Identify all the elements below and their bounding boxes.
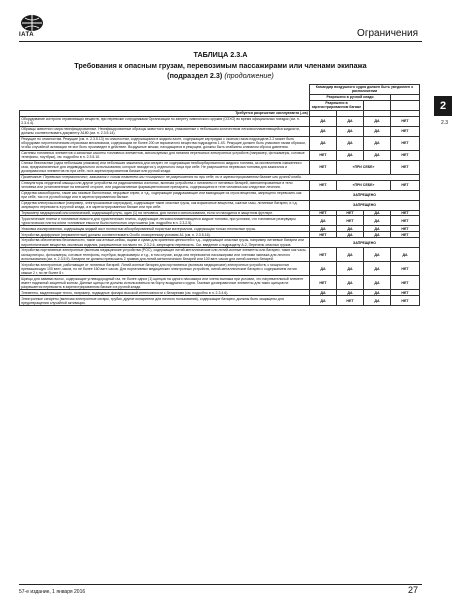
continued-label: (продолжение) bbox=[224, 71, 274, 80]
cell-carry-on: ДА bbox=[364, 262, 391, 276]
row-description: Упаковка изолированная, содержащая жидкий азот полностью абсорбированный пористым материалом, содержащая только неопасные грузы. bbox=[20, 226, 310, 232]
chapter-tab: 2 bbox=[434, 96, 452, 116]
edition-label: 57-е издание, 1 января 2016 bbox=[19, 589, 86, 595]
cell-notify: НЕТ bbox=[391, 180, 420, 190]
cell-on-person: «ПРИ СЕБЕ» bbox=[337, 180, 391, 190]
table-row bbox=[20, 200, 420, 210]
table-title: Требования к опасным грузам, перевозимым пассажирами или членами экипажа bbox=[74, 61, 367, 70]
table-row bbox=[20, 190, 420, 200]
cell-on-person: «ПРИ СЕБЕ» bbox=[337, 160, 391, 174]
table-row bbox=[20, 296, 420, 306]
cell-carry-on: ДА bbox=[364, 290, 391, 296]
checked-header: Разрешено в зарегистрированном багаже bbox=[310, 100, 364, 110]
cell-notify: НЕТ bbox=[391, 226, 420, 232]
row-status: ЗАПРЕЩЕНО bbox=[310, 190, 420, 200]
cell-checked: ДА bbox=[337, 226, 364, 232]
globe-icon bbox=[19, 14, 45, 32]
row-description: Устройства портативные электронные (включая медицинские устройства (POC), содержащие литий-металлические или литий-ионные элементы или батареи, такие как часы, калькуляторы, фотокамеры, сотовые телефоны, ноутбуки, видеокамеры и т.д., в том случае, когда они перевозятся пассажирами или членами экипажа для личного использования (см. п. 2.3.5.9). Батареи не должны превышать 2 грамма для литий-металлических батарей или 100 ватт-часов для литий-ионных батарей. bbox=[20, 248, 310, 262]
table-row bbox=[20, 276, 420, 290]
table-row bbox=[20, 238, 420, 248]
row-description: Режущие по опасностям. Режущие (см. п. 2.3.5.13) по опасностям, содержащимся в жидком азоте, содержащие картриджи с сжатым газом подраздела 2.2 может быть оборудован пиротехническим спусковым механизмом, содержащим не более 200 мг взрывчатого вещества подраздела 1.4S. Режущие должен быть упакован таким образом, чтобы случайной активации не мог быть произведен в действие. Воздушные мешки, находящиеся в режущем, должны быть снабжены клапаном сброса давления. bbox=[20, 136, 310, 150]
row-description: Образцы животного мира неинфицированные. Неинфицированные образцы животного мира, упакованные с небольшим количеством легковоспламеняющейся жидкости, должны соответствовать документу A180 (см. п. 2.3.5.14). bbox=[20, 126, 310, 136]
row-description: Спички безопасные (одна небольшая упаковка) или небольшая зажигалка для сигарет, не содержащая неабсорбированного жидкого топлива, за исключением сжиженного газа, предназначенные для индивидуального использования, которые находятся у отдельного лица при себе. Не разрешается перевозка топлива для зажигалок и дозаправочных элементов ни при себе, ни в зарегистрированном багаже или ручной клади. bbox=[20, 160, 310, 174]
cell-checked: ДА bbox=[337, 262, 364, 276]
row-description: Стимуляторы сердечной мышцы или другие устройства на радиоактивных изотопах, включая устройства с питанием от литиевых батарей, имплантированные в тело человека или установленные на внешней стороне, или радиоактивные фармацевтические препараты, содержащиеся в теле человека как следствие лечения. bbox=[20, 180, 310, 190]
cell-approval: ДА bbox=[310, 262, 337, 276]
cell-notify: НЕТ bbox=[391, 126, 420, 136]
header-row-checked bbox=[20, 100, 420, 110]
cell-checked: ДА bbox=[337, 150, 364, 160]
table-row bbox=[20, 116, 420, 126]
cell-approval: ДА bbox=[310, 296, 337, 306]
section-title: Ограничения bbox=[357, 28, 418, 39]
cell-notify: ДА bbox=[391, 248, 420, 262]
row-description: Устройства электронные, работающие от литиевых батарей. Литий-ионные батареи для портативных (включая медицинские) электронных устройств, с мощностью превышающую 100 ватт-часов, но не более 160 ватт-часов. Для портативных медицинских электронных устройств, литий-металлические батареи с содержанием лития свыше 2 г, но не более 8 г. bbox=[20, 262, 310, 276]
table-row bbox=[20, 160, 420, 174]
cell-checked: ДА bbox=[337, 276, 364, 290]
cell-checked: НЕТ bbox=[337, 216, 364, 226]
row-description: Туристические плитки и топливные емкости для туристических плиток, содержащие легковоспламеняющееся жидкое топливо, при условии, что топливные резервуары туристических плиток и/или топливные емкости были полностью опустошены (см. подробно в п. 2.3.2.5). bbox=[20, 216, 310, 226]
cell-approval: НЕТ bbox=[310, 210, 337, 216]
cell-approval: НЕТ bbox=[310, 276, 337, 290]
cell-checked: ДА bbox=[337, 232, 364, 238]
row-description: Щипцы для завивки волос, содержащие углеводородный газ, не более одних (1) щипцов на одного пассажира или члена экипажа при условии, что нагревательный элемент имеет надежный защитный колпак. Данные щипцы не должны использоваться на борту воздушного судна. Газовые дозаправочные элементы для таких щипцов не разрешается перевозить в зарегистрированном багаже и в ручной клади. bbox=[20, 276, 310, 290]
cell-checked: ДА bbox=[337, 248, 364, 262]
table-row bbox=[20, 216, 420, 226]
cell-carry-on: ДА bbox=[364, 216, 391, 226]
table-row bbox=[20, 180, 420, 190]
cell-checked: ДА bbox=[337, 136, 364, 150]
cell-notify: НЕТ bbox=[391, 290, 420, 296]
cell-carry-on: ДА bbox=[364, 276, 391, 290]
cell-approval: ДА bbox=[310, 126, 337, 136]
logo-text: IATA bbox=[19, 32, 35, 38]
cell-checked: ДА bbox=[337, 290, 364, 296]
cell-notify: НЕТ bbox=[391, 232, 420, 238]
cell-checked: ДА bbox=[337, 116, 364, 126]
carry-on-header: Разрешено в ручной клади bbox=[310, 94, 391, 100]
cell-notify: НЕТ bbox=[391, 216, 420, 226]
table-row bbox=[20, 136, 420, 150]
cell-checked: ДА bbox=[337, 126, 364, 136]
cell-notify: НЕТ bbox=[391, 262, 420, 276]
cell-approval: ДА bbox=[310, 216, 337, 226]
dangerous-goods-table bbox=[19, 84, 419, 306]
cell-carry-on: ДА bbox=[364, 248, 391, 262]
header-rule bbox=[19, 41, 422, 42]
cell-carry-on: ДА bbox=[364, 296, 391, 306]
cell-notify: НЕТ bbox=[391, 136, 420, 150]
cell-notify: НЕТ bbox=[391, 296, 420, 306]
subsection-ref: (подраздел 2.3) bbox=[167, 71, 223, 80]
cell-notify: НЕТ bbox=[391, 210, 420, 216]
cell-approval: НЕТ bbox=[310, 248, 337, 262]
cell-carry-on: ДА bbox=[364, 210, 391, 216]
cell-notify: НЕТ bbox=[391, 150, 420, 160]
cell-approval: НЕТ bbox=[310, 180, 337, 190]
cell-notify: НЕТ bbox=[391, 116, 420, 126]
cell-approval: ДА bbox=[310, 226, 337, 232]
row-description: Элементы, выделяющие тепло, например, подводные фонари высокой интенсивности с батареями (см. подробно в п. 2.3.4.6). bbox=[20, 290, 310, 296]
cell-carry-on: ДА bbox=[364, 116, 391, 126]
row-description: Системы топливных элементов и запасные кассеты топливных элементов, используемых для питания переносных электронных устройств (например, фотокамеры, сотовые телефоны, ноутбуки), см. подробно в п. 2.3.5.10. bbox=[20, 150, 310, 160]
row-description: Средства самообороны, такие как газовые баллончики, перцовые спреи, и т.д., содержащие раздражающие или выводящие из строя вещества, запрещено перевозить как при себе, так и в ручной клади или в зарегистрированном багаже. bbox=[20, 190, 310, 200]
row-status: ЗАПРЕЩЕНО bbox=[310, 238, 420, 248]
row-status: ЗАПРЕЩЕНО bbox=[310, 200, 420, 210]
page-number: 27 bbox=[407, 585, 418, 595]
cell-notify: НЕТ bbox=[391, 160, 420, 174]
cell-carry-on: ДА bbox=[364, 226, 391, 232]
table-subtitle bbox=[19, 71, 422, 80]
footer-rule bbox=[19, 584, 422, 585]
cell-checked: НЕТ bbox=[337, 296, 364, 306]
cell-approval: НЕТ bbox=[310, 160, 337, 174]
cell-approval: НЕТ bbox=[310, 150, 337, 160]
row-description: Устройства диффузные (перманентные) должны соответствовать Особо оговоренному условию А1 (см. п. 2.3.5.16). bbox=[20, 232, 310, 238]
cell-approval: ДА bbox=[310, 136, 337, 150]
cell-carry-on: ДА bbox=[364, 126, 391, 136]
row-description: Оборудование контроля отравляющих веществ, при перевозке сотрудниками Организации по запрету химического оружия (ОЗХО) во время официальных поездок (см. п. 2.3.4.4). bbox=[20, 116, 310, 126]
table-row bbox=[20, 248, 420, 262]
row-description: Электронные сигареты (включая электронные сигары, трубки, другие испарители для личного пользования), содержащие батареи, должны быть защищены для предотвращения случайной активации. bbox=[20, 296, 310, 306]
cell-approval: ДА bbox=[310, 290, 337, 296]
approval-header: Требуется разрешение эксплуатанта (-ов) bbox=[20, 110, 310, 116]
row-description: Устройства обеспечения безопасности, такие как атташе-кейсы, ящики и сумки для хранения ценностей и т.д., содержащие опасные грузы, например литиевые батареи или пиротехнические вещества, исключая изделия, разрешенные согласно пп. 2.3.2.6, запрещено перевозить. См. введение к подразделу А.2, Перечень опасных грузов. bbox=[20, 238, 310, 248]
table-number: ТАБЛИЦА 2.3.А bbox=[193, 50, 248, 59]
row-description: Термометр медицинский или клинический, содержащий ртуть, один (1) на человека, для личного использования, если он находится в защитном футляре. bbox=[20, 210, 310, 216]
cell-approval: ДА bbox=[310, 116, 337, 126]
table-row bbox=[20, 150, 420, 160]
header-row-notify bbox=[20, 85, 420, 95]
table-row bbox=[20, 262, 420, 276]
section-number: 2.3 bbox=[441, 120, 448, 126]
cell-carry-on: ДА bbox=[364, 150, 391, 160]
cell-checked: НЕТ bbox=[337, 210, 364, 216]
row-description: Средства электрошоковые (например, электрошоковые картриджи), содержащие такие опасные грузы, как взрывчатые вещества, сжатые газы, литиевые батареи, и т.д. запрещено перевозить в ручной клади, а в зарегистрированном багаже или при себе. bbox=[20, 200, 310, 210]
row-description: Примечание: Перевозка «термоспичек», зажигалок с синим пламенем или «сигарных» не разрешается ни при себе, ни в зарегистрированном багаже или ручной клади. bbox=[20, 174, 420, 180]
cell-carry-on: ДА bbox=[364, 136, 391, 150]
cell-carry-on: ДА bbox=[364, 232, 391, 238]
iata-logo bbox=[19, 14, 45, 32]
cell-approval: НЕТ bbox=[310, 232, 337, 238]
table-row bbox=[20, 126, 420, 136]
cell-notify: НЕТ bbox=[391, 276, 420, 290]
notify-header: Командир воздушного судна должен быть уведомлен о расположении bbox=[310, 85, 420, 95]
